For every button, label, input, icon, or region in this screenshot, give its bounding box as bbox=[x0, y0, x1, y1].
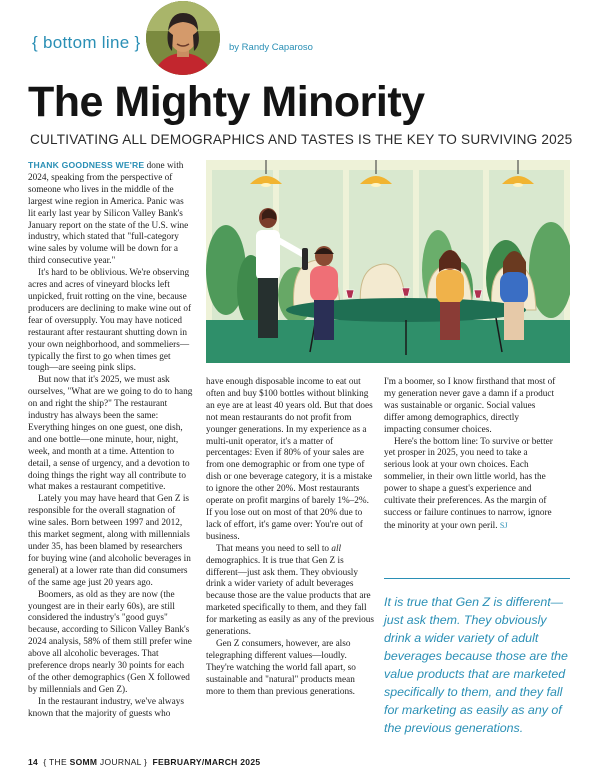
brace-close: } bbox=[129, 33, 141, 52]
byline: by Randy Caparoso bbox=[229, 42, 313, 53]
paragraph bbox=[206, 544, 376, 639]
journal-name bbox=[43, 757, 147, 767]
article-title: The Mighty Minority bbox=[28, 78, 425, 126]
emphasis: all bbox=[331, 543, 342, 554]
text-column-1 bbox=[28, 160, 193, 721]
issue-date: FEBRUARY/MARCH 2025 bbox=[152, 757, 261, 767]
restaurant-scene-icon bbox=[206, 160, 570, 363]
paragraph: But now that it's 2025, we must ask ourselves, "What are we going to do to hang on and right the ship?" The restaurant industry has always been the same: Everything hinges on one guest, one dish, and one bottle—one minute, hour, night, week, and month at a time. Attention to detail, a sense of urgency, and a devotion to doing things the right way all contribute to what makes a restaurant competitive. bbox=[28, 375, 193, 493]
paragraph bbox=[384, 437, 556, 533]
paragraph: have enough disposable income to eat out often and buy $100 bottles without blinking an eye are at least 40 years old. But that does not mean restaurants do not profit from younger generations. In my experience as a multi-unit operator, it's a matter of percentages: Even if 80% of your sales are from one demographic or from one type of dish or one beverage category, it is a mistake to ignore the other 20%. Most restaurants operate on profit margins of barely 1%–2%. If you lose out on most of that 20% due to lack of effort, it's game over: You're out of business. bbox=[206, 377, 373, 542]
paragraph: Boomers, as old as they are now (the youngest are in their early 60s), are still considered the industry's "good guys" because, according to Silicon Valley Bank's 2024 analysis, 58% of them still prefer wine above all alcoholic beverages. That preference drops nearly 30 points for each of the other demographics (Gen X followed by millennials and Gen Z). bbox=[28, 589, 192, 695]
paragraph-text: demographics. It is true that Gen Z is different—just ask them. They obviously drink a wider variety of adult beverages because those are the value products that are marketed specifically to them, and they fall for marketing as easily as any of the previous generations. bbox=[206, 555, 374, 638]
pull-quote-rule bbox=[384, 578, 570, 579]
paragraph: I'm a boomer, so I know firsthand that most of my generation never gave a damn if a product was sustainable or organic. Social values differ among demographics, directly impacting consumer choices. bbox=[384, 377, 556, 435]
page-footer bbox=[28, 757, 260, 767]
brace-open: { bbox=[32, 33, 44, 52]
restaurant-illustration bbox=[206, 160, 570, 363]
author-avatar bbox=[146, 1, 220, 75]
paragraph-text: done with 2024, speaking from the perspective of someone who lives in the middle of the largest wine region in America. Panic was lit early last year by Silicon Valley Bank's January report on the state of the U.S. wine industry, which stated that "full-category wine sales by volume will be down for a third consecutive year." bbox=[28, 161, 189, 267]
paragraph-text: That means you need to sell to bbox=[216, 543, 332, 554]
text-column-3 bbox=[384, 377, 556, 533]
end-mark: SJ bbox=[499, 520, 508, 530]
column-name: bottom line bbox=[43, 33, 130, 52]
text-column-2 bbox=[206, 377, 376, 698]
paragraph-text: Here's the bottom line: To survive or better yet prosper in 2025, you need to take a serious look at your own choices. Each sommelier, in their own little world, has the power to shape a guest's experience and cultivate their preferences. As the margin of success or failure continues to narrow, ignore the minority at your own peril. bbox=[384, 436, 553, 531]
paragraph: Gen Z consumers, however, are also telegraphing different values—loudly. They're watching the world fall apart, so sustainable and "natural" products mean more to them than previous generations. bbox=[206, 638, 356, 697]
paragraph bbox=[28, 160, 193, 268]
lead-in: THANK GOODNESS WE'RE bbox=[28, 160, 145, 170]
author-portrait-icon bbox=[146, 1, 220, 75]
journal-name-pre: { THE bbox=[43, 757, 70, 767]
paragraph: In the restaurant industry, we've always known that the majority of guests who bbox=[28, 696, 184, 719]
paragraph: It's hard to be oblivious. We're observing acres and acres of vineyard blocks left unpicked, fruit rotting on the vine, because producers are declining to make wine out of fear of oversupply. You may have noticed restaurant after restaurant shutting down in your own neighborhood, and sommeliers—typically the first to go when times get tough—are seeing pink slips. bbox=[28, 268, 192, 374]
page-number: 14 bbox=[28, 757, 39, 767]
column-tag bbox=[32, 33, 141, 53]
pull-quote: It is true that Gen Z is different—just ask them. They obviously drink a wider variety of adult beverages because those are the value products that are marketed specifically to them, and they fall for marketing as easily as any of the previous generations. bbox=[384, 595, 568, 735]
paragraph: Lately you may have heard that Gen Z is responsible for the overall stagnation of wine sales. Born between 1997 and 2012, this market segment, along with millennials under 35, has been blamed by researchers for buying wine (and alcoholic beverages in general) at a lower rate than did consumers of the same age just 20 years ago. bbox=[28, 494, 191, 588]
article-subtitle: CULTIVATING ALL DEMOGRAPHICS AND TASTES IS THE KEY TO SURVIVING 2025 bbox=[30, 132, 573, 147]
journal-name-bold: SOMM bbox=[69, 757, 98, 767]
journal-name-post: JOURNAL } bbox=[97, 757, 148, 767]
